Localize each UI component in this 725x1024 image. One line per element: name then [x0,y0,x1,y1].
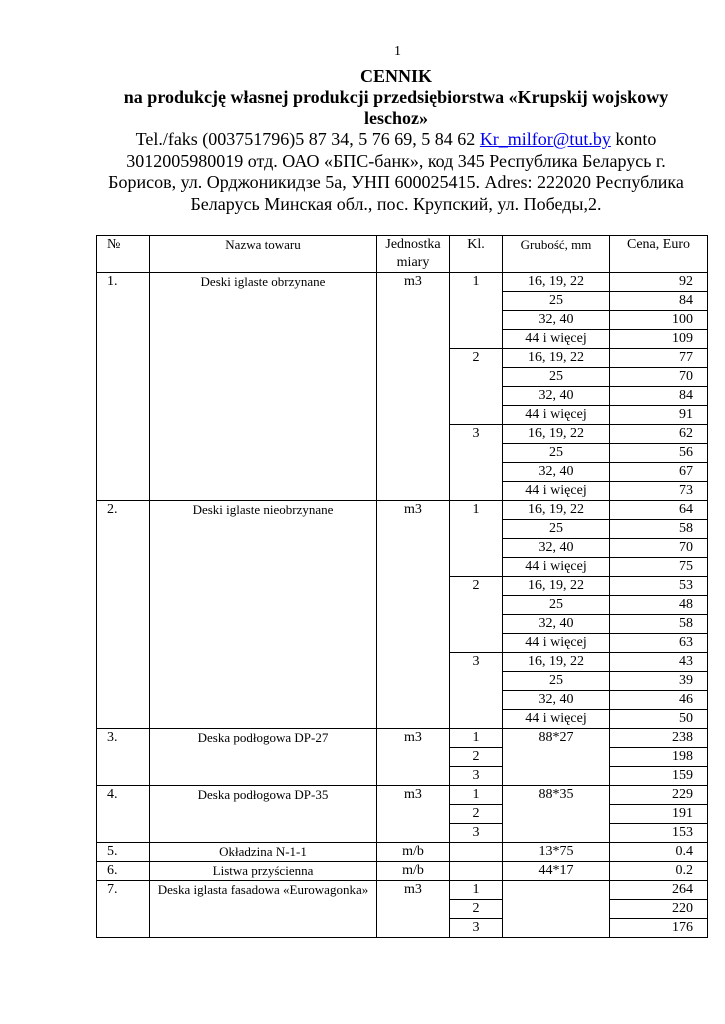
thickness-cell: 16, 19, 22 [503,653,610,672]
thickness-cell: 16, 19, 22 [503,349,610,368]
thickness-cell: 25 [503,444,610,463]
price-cell: 91 [610,406,708,425]
thickness-cell: 44*17 [503,862,610,881]
table-row [97,273,708,292]
contact-info [96,129,696,215]
thickness-cell: 32, 40 [503,615,610,634]
price-cell: 100 [610,311,708,330]
price-cell: 48 [610,596,708,615]
price-cell: 153 [610,824,708,843]
price-cell: 264 [610,881,708,900]
thickness-cell: 44 i więcej [503,482,610,501]
price-cell: 56 [610,444,708,463]
price-cell: 58 [610,615,708,634]
price-cell: 84 [610,292,708,311]
price-cell: 0.2 [610,862,708,881]
class-cell: 1 [450,881,503,900]
class-cell: 3 [450,919,503,938]
class-cell [450,862,503,881]
item-number: 5. [97,843,150,862]
column-header: № [97,236,150,273]
thickness-cell: 44 i więcej [503,558,610,577]
thickness-cell: 25 [503,596,610,615]
item-number: 7. [97,881,150,938]
thickness-cell: 16, 19, 22 [503,273,610,292]
thickness-cell: 13*75 [503,843,610,862]
price-cell: 198 [610,748,708,767]
price-cell: 92 [610,273,708,292]
price-cell: 67 [610,463,708,482]
table-row [97,862,708,881]
thickness-cell: 88*35 [503,786,610,843]
product-name: Deska podłogowa DP-27 [150,729,377,786]
thickness-cell: 44 i więcej [503,406,610,425]
table-row [97,881,708,900]
price-cell: 0.4 [610,843,708,862]
class-cell: 1 [450,501,503,577]
price-cell: 191 [610,805,708,824]
document-header [96,66,696,215]
class-cell: 2 [450,805,503,824]
price-cell: 84 [610,387,708,406]
product-name: Okładzina N-1-1 [150,843,377,862]
price-cell: 73 [610,482,708,501]
unit-cell: m3 [377,273,450,501]
price-cell: 70 [610,368,708,387]
thickness-cell: 44 i więcej [503,330,610,349]
unit-cell: m3 [377,881,450,938]
column-header: Kl. [450,236,503,273]
thickness-cell: 32, 40 [503,463,610,482]
product-name: Deski iglaste obrzynane [150,273,377,501]
price-cell: 43 [610,653,708,672]
item-number: 3. [97,729,150,786]
thickness-cell: 44 i więcej [503,634,610,653]
table-row [97,843,708,862]
thickness-cell: 25 [503,292,610,311]
table-header-row [97,236,708,273]
contact-suffix: konto 3012005980019 отд. ОАО «БПС-банк», код 345 Республика Беларусь г. Борисов, ул. Орджоникидзе 5а, УНП 600025415. Adres: 222020 Республика Беларусь Минская обл., пос. Крупский, ул. Победы,2. [108,129,684,214]
price-table-body [97,273,708,938]
price-table [96,235,708,938]
column-header: Jednostka miary [377,236,450,273]
item-number: 2. [97,501,150,729]
item-number: 4. [97,786,150,843]
price-cell: 53 [610,577,708,596]
class-cell: 1 [450,273,503,349]
class-cell: 1 [450,786,503,805]
class-cell: 2 [450,900,503,919]
thickness-cell: 44 i więcej [503,710,610,729]
price-cell: 46 [610,691,708,710]
product-name: Deski iglaste nieobrzynane [150,501,377,729]
page-title: CENNIK [359,66,432,86]
price-cell: 63 [610,634,708,653]
thickness-cell: 32, 40 [503,539,610,558]
thickness-cell: 16, 19, 22 [503,425,610,444]
table-row [97,786,708,805]
thickness-cell: 25 [503,672,610,691]
class-cell: 3 [450,653,503,729]
price-cell: 39 [610,672,708,691]
thickness-cell [503,881,610,938]
class-cell: 2 [450,748,503,767]
email-link[interactable]: Kr_milfor@tut.by [479,129,611,149]
thickness-cell: 32, 40 [503,691,610,710]
page-number: 1 [394,44,401,59]
unit-cell: m3 [377,786,450,843]
column-header: Cena, Euro [610,236,708,273]
table-row [97,729,708,748]
class-cell: 3 [450,425,503,501]
class-cell: 1 [450,729,503,748]
price-cell: 50 [610,710,708,729]
thickness-cell: 16, 19, 22 [503,577,610,596]
class-cell: 2 [450,577,503,653]
price-cell: 176 [610,919,708,938]
price-cell: 70 [610,539,708,558]
class-cell: 3 [450,824,503,843]
item-number: 1. [97,273,150,501]
price-cell: 77 [610,349,708,368]
price-cell: 62 [610,425,708,444]
thickness-cell: 32, 40 [503,387,610,406]
product-name: Listwa przyścienna [150,862,377,881]
table-row [97,501,708,520]
contact-prefix: Tel./faks (003751796)5 87 34, 5 76 69, 5 84 62 [135,129,480,149]
price-cell: 229 [610,786,708,805]
unit-cell: m3 [377,729,450,786]
thickness-cell: 16, 19, 22 [503,501,610,520]
thickness-cell: 88*27 [503,729,610,786]
product-name: Deska podłogowa DP-35 [150,786,377,843]
item-number: 6. [97,862,150,881]
class-cell [450,843,503,862]
unit-cell: m3 [377,501,450,729]
thickness-cell: 25 [503,368,610,387]
price-cell: 159 [610,767,708,786]
price-cell: 109 [610,330,708,349]
unit-cell: m/b [377,843,450,862]
class-cell: 3 [450,767,503,786]
price-cell: 64 [610,501,708,520]
column-header: Nazwa towaru [150,236,377,273]
thickness-cell: 25 [503,520,610,539]
price-cell: 220 [610,900,708,919]
unit-cell: m/b [377,862,450,881]
page-subtitle: na produkcję własnej produkcji przedsiębiorstwa «Krupskij wojskowy leschoz» [123,87,669,128]
price-cell: 58 [610,520,708,539]
column-header: Grubość, mm [503,236,610,273]
thickness-cell: 32, 40 [503,311,610,330]
class-cell: 2 [450,349,503,425]
price-cell: 238 [610,729,708,748]
product-name: Deska iglasta fasadowa «Eurowagonka» [150,881,377,938]
price-cell: 75 [610,558,708,577]
